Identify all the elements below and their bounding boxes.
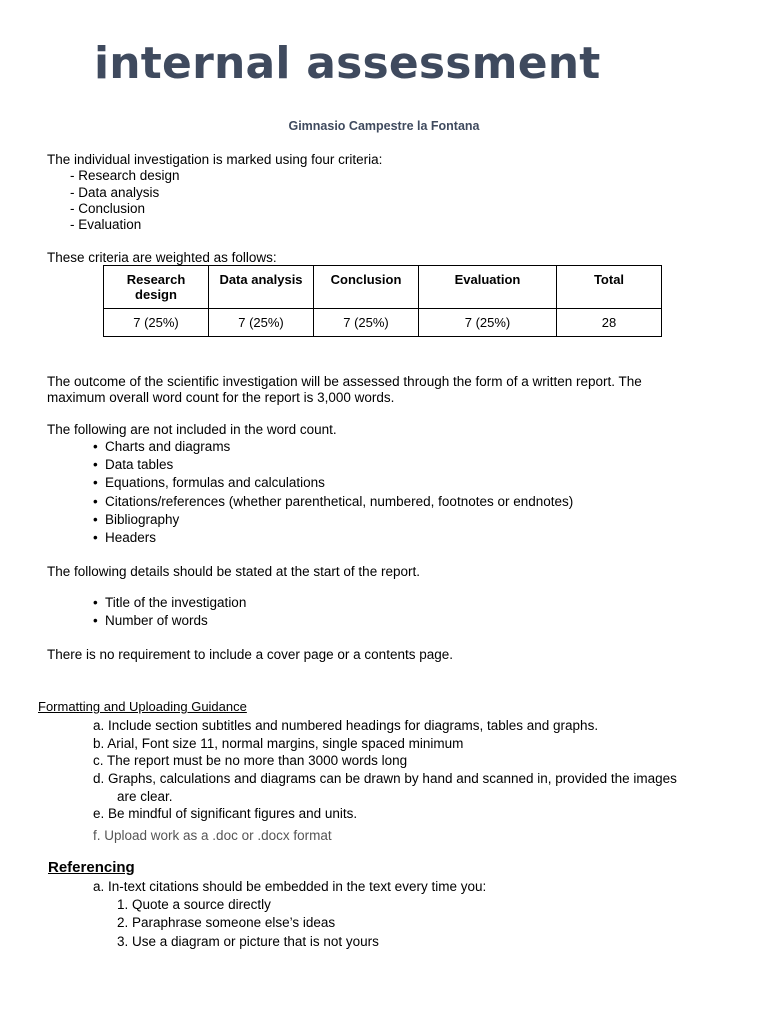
list-item-continuation: are clear. xyxy=(117,789,173,804)
list-item: • Citations/references (whether parenthetical, numbered, footnotes or endnotes) xyxy=(105,494,573,510)
list-item: • Charts and diagrams xyxy=(105,439,230,455)
table-cell: 7 (25%) xyxy=(419,309,557,337)
list-item: f. Upload work as a .doc or .docx format xyxy=(93,828,332,843)
list-item: e. Be mindful of significant figures and units. xyxy=(93,806,358,821)
list-item: 2. Paraphrase someone else’s ideas xyxy=(117,915,336,930)
criteria-item: - Research design xyxy=(70,168,180,183)
list-item: a. Include section subtitles and numbered headings for diagrams, tables and graphs. xyxy=(93,718,599,733)
list-item: • Title of the investigation xyxy=(105,595,246,611)
list-item: d. Graphs, calculations and diagrams can be drawn by hand and scanned in, provided the images xyxy=(93,771,677,786)
criteria-item: - Data analysis xyxy=(70,185,160,200)
school-name: Gimnasio Campestre la Fontana xyxy=(288,119,480,133)
list-item: b. Arial, Font size 11, normal margins, single spaced minimum xyxy=(93,736,464,751)
list-item: • Equations, formulas and calculations xyxy=(105,475,325,491)
criteria-weight-table xyxy=(103,265,662,337)
table-cell: 7 (25%) xyxy=(209,309,314,337)
table-row xyxy=(104,309,662,337)
criteria-item: - Conclusion xyxy=(70,201,146,216)
document-title: internal assessment xyxy=(94,38,601,89)
no-cover-text: There is no requirement to include a cover page or a contents page. xyxy=(47,647,453,662)
intro-text: The individual investigation is marked using four criteria: xyxy=(47,152,383,167)
table-header-cell: Conclusion xyxy=(314,266,419,309)
details-intro: The following details should be stated at the start of the report. xyxy=(47,564,420,579)
list-item: • Headers xyxy=(105,530,156,546)
outcome-text: The outcome of the scientific investigation will be assessed through the form of a written report. The xyxy=(47,374,642,389)
table-header-cell: Data analysis xyxy=(209,266,314,309)
list-item: a. In-text citations should be embedded in the text every time you: xyxy=(93,879,487,894)
list-item: 1. Quote a source directly xyxy=(117,897,271,912)
referencing-heading: Referencing xyxy=(48,859,135,876)
table-header-cell: Total xyxy=(557,266,662,309)
formatting-heading: Formatting and Uploading Guidance xyxy=(38,699,247,714)
table-header-row xyxy=(104,266,662,309)
weight-intro: These criteria are weighted as follows: xyxy=(47,250,277,265)
table-header-cell: Research design xyxy=(104,266,209,309)
outcome-text: maximum overall word count for the report is 3,000 words. xyxy=(47,390,395,405)
table-cell: 7 (25%) xyxy=(314,309,419,337)
list-item: 3. Use a diagram or picture that is not yours xyxy=(117,934,379,949)
table-cell: 28 xyxy=(557,309,662,337)
table-header-cell: Evaluation xyxy=(419,266,557,309)
list-item: • Data tables xyxy=(105,457,173,473)
list-item: • Bibliography xyxy=(105,512,179,528)
not-included-intro: The following are not included in the word count. xyxy=(47,422,337,437)
criteria-item: - Evaluation xyxy=(70,217,142,232)
list-item: c. The report must be no more than 3000 words long xyxy=(93,753,408,768)
list-item: • Number of words xyxy=(105,613,208,629)
table-cell: 7 (25%) xyxy=(104,309,209,337)
